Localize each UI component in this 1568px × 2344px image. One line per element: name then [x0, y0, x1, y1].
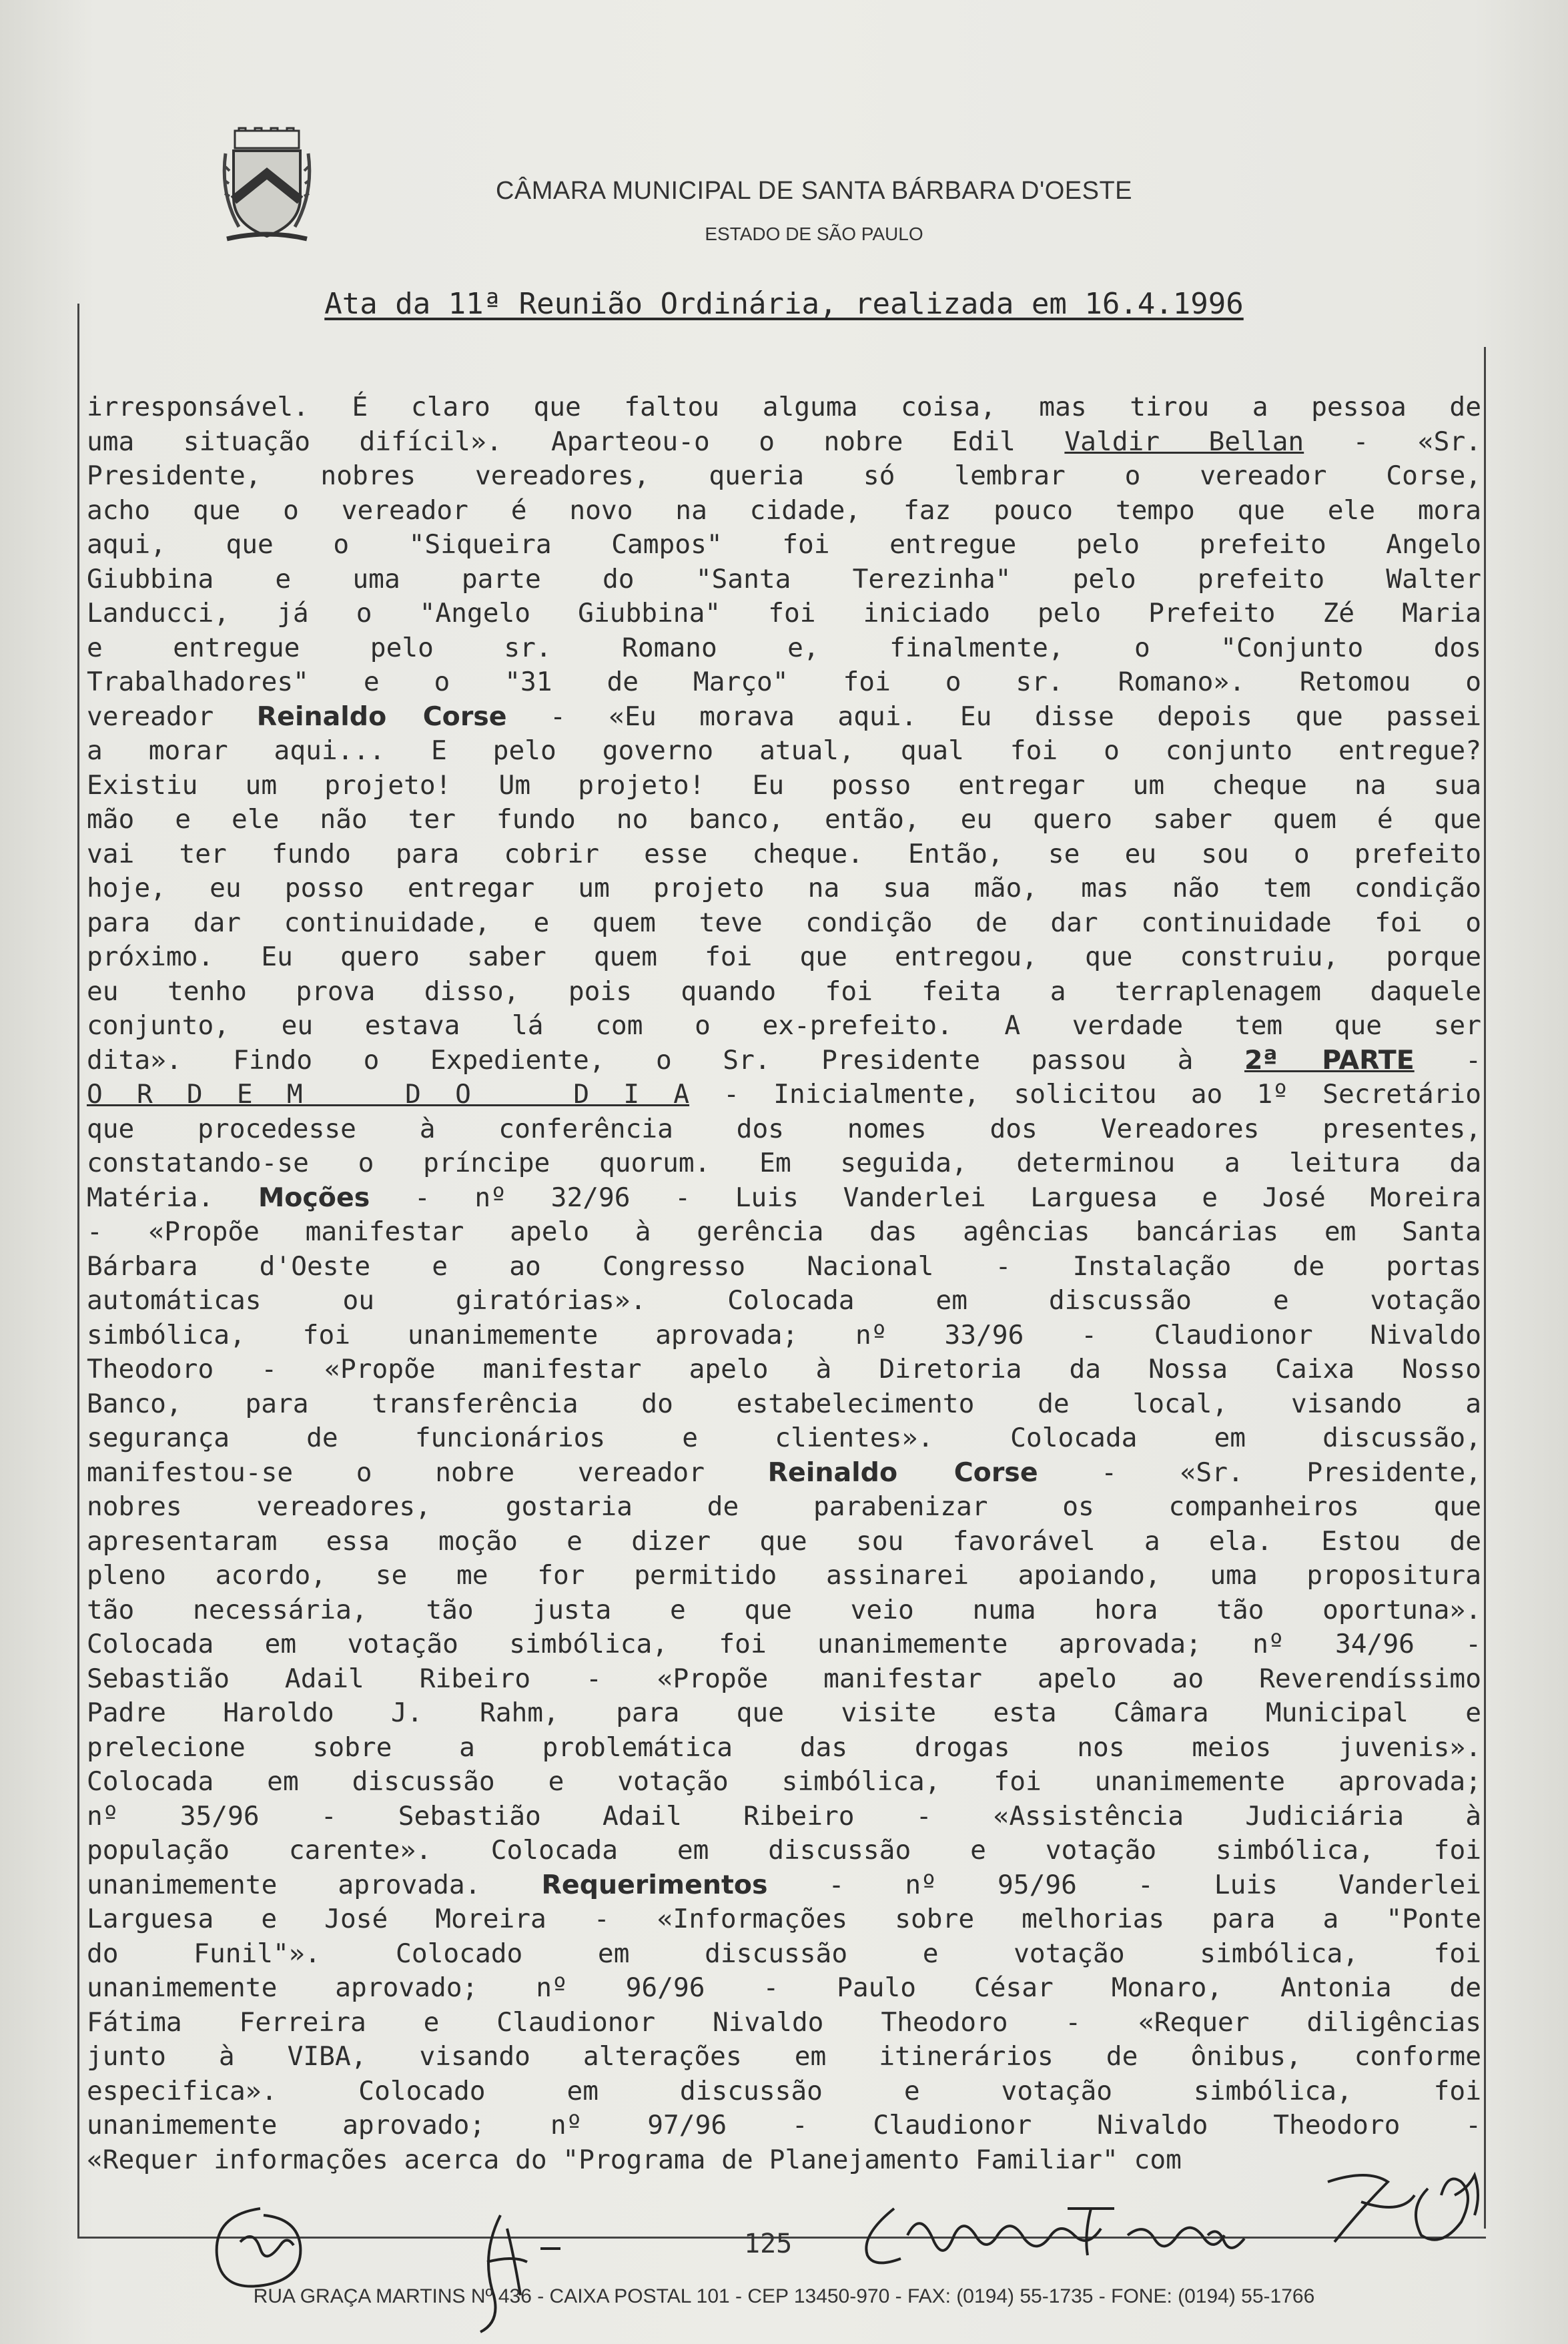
text-line — [87, 597, 1481, 631]
text-line — [87, 940, 1481, 975]
text-line — [87, 2108, 1481, 2143]
text-segment: nobres vereadores, gostaria de parabenizar os companheiros que — [87, 1491, 1481, 1522]
text-segment: tão necessária, tão justa e que veio numa hora tão oportuna». — [87, 1594, 1481, 1625]
text-line — [87, 2040, 1481, 2074]
text-segment: do Funil"». Colocado em discussão e votação simbólica, foi — [87, 1938, 1481, 1969]
text-segment: eu tenho prova disso, pois quando foi feita a terraplenagem daquele — [87, 975, 1481, 1007]
emphasized-name: Moções — [258, 1182, 370, 1213]
text-segment: irresponsável. É claro que faltou alguma coisa, mas tirou a pessoa de — [87, 392, 1481, 422]
signature-4-icon — [1321, 2162, 1495, 2255]
text-segment: segurança de funcionários e clientes». Colocada em discussão, — [87, 1423, 1481, 1453]
text-line — [87, 1937, 1481, 1972]
text-segment: Trabalhadores" e o "31 de Março" foi o sr. Romano». Retomou o — [87, 667, 1481, 697]
text-segment: uma situação difícil». Aparteou-o o nobre Edil — [87, 426, 1065, 457]
text-segment: manifestou-se o nobre vereador — [87, 1457, 768, 1488]
text-segment: Fátima Ferreira e Claudionor Nivaldo Theodoro - «Requer diligências — [87, 2006, 1481, 2038]
text-segment: Sebastião Adail Ribeiro - «Propõe manifestar apelo ao Reverendíssimo — [87, 1663, 1481, 1694]
text-segment: apresentaram essa moção e dizer que sou favorável a ela. Estou de — [87, 1525, 1481, 1557]
text-segment: Banco, para transferência do estabelecimento de local, visando a — [87, 1388, 1481, 1419]
text-segment: «Requer informações acerca do "Programa de Planejamento Familiar" com — [87, 2144, 1182, 2175]
document-title: Ata da 11ª Reunião Ordinária, realizada em 16.4.1996 — [324, 287, 1244, 321]
text-line — [87, 528, 1481, 562]
text-line — [87, 1044, 1481, 1078]
text-line — [87, 1525, 1481, 1559]
text-segment: unanimemente aprovada. — [87, 1869, 542, 1900]
text-segment: - «Propõe manifestar apelo à gerência das agências bancárias em Santa — [87, 1216, 1481, 1247]
text-line — [87, 562, 1481, 597]
text-line — [87, 1627, 1481, 1662]
text-line — [87, 665, 1481, 700]
text-line — [87, 975, 1481, 1010]
text-segment: Larguesa e José Moreira - «Informações sobre melhorias para a "Ponte — [87, 1904, 1481, 1934]
text-segment: unanimemente aprovado; nº 96/96 - Paulo César Monaro, Antonia de — [87, 1972, 1481, 2003]
signature-2-icon — [440, 2202, 587, 2335]
text-segment: Bárbara d'Oeste e ao Congresso Nacional - Instalação de portas — [87, 1250, 1481, 1282]
text-segment: mão e ele não ter fundo no banco, então, eu quero saber quem é que — [87, 804, 1481, 835]
page-number: 125 — [744, 2229, 793, 2259]
emphasized-name: Requerimentos — [541, 1869, 768, 1900]
text-segment: Presidente, nobres vereadores, queria só lembrar o vereador Corse, — [87, 460, 1481, 491]
minutes-body-text — [87, 390, 1481, 2177]
text-line — [87, 1765, 1481, 1800]
emphasized-name: 2ª PARTE — [1244, 1044, 1415, 1076]
text-segment: a morar aqui... E pelo governo atual, qual foi o conjunto entregue? — [87, 735, 1481, 766]
text-segment: para dar continuidade, e quem teve condição de dar continuidade foi o — [87, 907, 1481, 938]
text-line — [87, 425, 1481, 460]
text-line — [87, 2074, 1481, 2109]
frame-line-right — [1484, 347, 1486, 2229]
text-segment: Padre Haroldo J. Rahm, para que visite esta Câmara Municipal e — [87, 1697, 1481, 1728]
text-segment: - «Eu morava aqui. Eu disse depois que passei — [506, 701, 1481, 732]
text-line — [87, 1731, 1481, 1766]
text-segment: - Inicialmente, solicitou ao 1º Secretário — [689, 1079, 1481, 1110]
text-line — [87, 1352, 1481, 1387]
text-line — [87, 2006, 1481, 2040]
text-line — [87, 1456, 1481, 1491]
text-line — [87, 1559, 1481, 1593]
text-line — [87, 734, 1481, 769]
text-line — [87, 1662, 1481, 1697]
text-line — [87, 700, 1481, 735]
text-line — [87, 1387, 1481, 1422]
text-line — [87, 1181, 1481, 1216]
text-segment: - — [1414, 1044, 1481, 1076]
text-segment: unanimemente aprovado; nº 97/96 - Claudionor Nivaldo Theodoro - — [87, 2110, 1481, 2140]
text-line — [87, 1112, 1481, 1147]
text-segment: simbólica, foi unanimemente aprovada; nº 33/96 - Claudionor Nivaldo — [87, 1319, 1481, 1350]
text-line — [87, 1696, 1481, 1731]
text-segment: - nº 32/96 - Luis Vanderlei Larguesa e José Moreira — [370, 1182, 1481, 1213]
signature-3-icon — [847, 2195, 1301, 2275]
text-line — [87, 1421, 1481, 1456]
organization-name: CÂMARA MUNICIPAL DE SANTA BÁRBARA D'OESTE — [495, 177, 1133, 205]
text-segment: vereador — [87, 701, 257, 732]
text-segment: acho que o vereador é novo na cidade, faz pouco tempo que ele mora — [87, 494, 1481, 526]
emphasized-name: Reinaldo Corse — [256, 701, 507, 732]
text-line — [87, 837, 1481, 872]
text-line — [87, 1868, 1481, 1903]
text-line — [87, 459, 1481, 494]
text-segment: Existiu um projeto! Um projeto! Eu posso entregar um cheque na sua — [87, 769, 1481, 801]
text-segment: Giubbina e uma parte do "Santa Terezinha" pelo prefeito Walter — [87, 563, 1481, 595]
text-segment: Landucci, já o "Angelo Giubbina" foi iniciado pelo Prefeito Zé Maria — [87, 598, 1481, 629]
text-line — [87, 769, 1481, 803]
text-line — [87, 1078, 1481, 1112]
text-segment: Theodoro - «Propõe manifestar apelo à Diretoria da Nossa Caixa Nosso — [87, 1354, 1481, 1385]
text-line — [87, 906, 1481, 941]
text-line — [87, 1009, 1481, 1044]
text-segment: - «Sr. — [1304, 426, 1481, 457]
underlined-text: Valdir Bellan — [1064, 426, 1304, 457]
text-segment: dita». Findo o Expediente, o Sr. Presidente passou à — [87, 1044, 1244, 1076]
text-segment: pleno acordo, se me for permitido assinarei apoiando, uma propositura — [87, 1560, 1481, 1591]
text-line — [87, 871, 1481, 906]
text-line — [87, 1800, 1481, 1834]
text-segment: conjunto, eu estava lá com o ex-prefeito. A verdade tem que ser — [87, 1010, 1481, 1041]
text-line — [87, 1284, 1481, 1318]
text-line — [87, 494, 1481, 528]
text-line — [87, 1250, 1481, 1284]
state-name: ESTADO DE SÃO PAULO — [705, 224, 923, 244]
text-line — [87, 1834, 1481, 1868]
text-segment: - nº 95/96 - Luis Vanderlei — [767, 1869, 1481, 1900]
text-segment: prelecione sobre a problemática das drogas nos meios juvenis». — [87, 1731, 1481, 1763]
text-segment: constatando-se o príncipe quorum. Em seguida, determinou a leitura da — [87, 1148, 1481, 1178]
footer-address: RUA GRAÇA MARTINS Nº 436 - CAIXA POSTAL 101 - CEP 13450-970 - FAX: (0194) 55-1735 - FONE: (0194) 55-1766 — [253, 2285, 1315, 2307]
text-segment: próximo. Eu quero saber quem foi que entregou, que construiu, porque — [87, 941, 1481, 972]
text-segment: - «Sr. Presidente, — [1038, 1457, 1481, 1488]
text-line — [87, 1971, 1481, 2006]
text-line — [87, 1593, 1481, 1628]
text-line — [87, 1318, 1481, 1353]
text-segment: vai ter fundo para cobrir esse cheque. Então, se eu sou o prefeito — [87, 838, 1481, 869]
text-line — [87, 631, 1481, 666]
text-segment: Matéria. — [87, 1182, 258, 1213]
text-line — [87, 1490, 1481, 1525]
text-segment: população carente». Colocada em discussão e votação simbólica, foi — [87, 1835, 1481, 1866]
text-segment: hoje, eu posso entregar um projeto na sua mão, mas não tem condição — [87, 873, 1481, 903]
text-line — [87, 390, 1481, 425]
text-segment: automáticas ou giratórias». Colocada em discussão e votação — [87, 1285, 1481, 1316]
text-segment: especifica». Colocado em discussão e votação simbólica, foi — [87, 2075, 1481, 2106]
text-line — [87, 1215, 1481, 1250]
text-segment: que procedesse à conferência dos nomes dos Vereadores presentes, — [87, 1113, 1481, 1144]
text-segment: Colocada em votação simbólica, foi unanimemente aprovada; nº 34/96 - — [87, 1629, 1481, 1659]
underlined-text: O R D E M D O D I A — [87, 1079, 690, 1110]
emphasized-name: Reinaldo Corse — [767, 1457, 1038, 1488]
text-segment: e entregue pelo sr. Romano e, finalmente, o "Conjunto dos — [87, 632, 1481, 663]
signature-1-icon — [200, 2195, 320, 2295]
text-segment: Colocada em discussão e votação simbólica, foi unanimemente aprovada; — [87, 1766, 1481, 1797]
text-line — [87, 1146, 1481, 1181]
text-line — [87, 803, 1481, 837]
text-line — [87, 1902, 1481, 1937]
frame-line-left — [77, 304, 79, 2239]
text-segment: aqui, que o "Siqueira Campos" foi entregue pelo prefeito Angelo — [87, 529, 1481, 560]
text-segment: nº 35/96 - Sebastião Adail Ribeiro - «Assistência Judiciária à — [87, 1800, 1481, 1832]
text-line — [87, 2143, 1481, 2178]
text-segment: junto à VIBA, visando alterações em itinerários de ônibus, conforme — [87, 2041, 1481, 2072]
